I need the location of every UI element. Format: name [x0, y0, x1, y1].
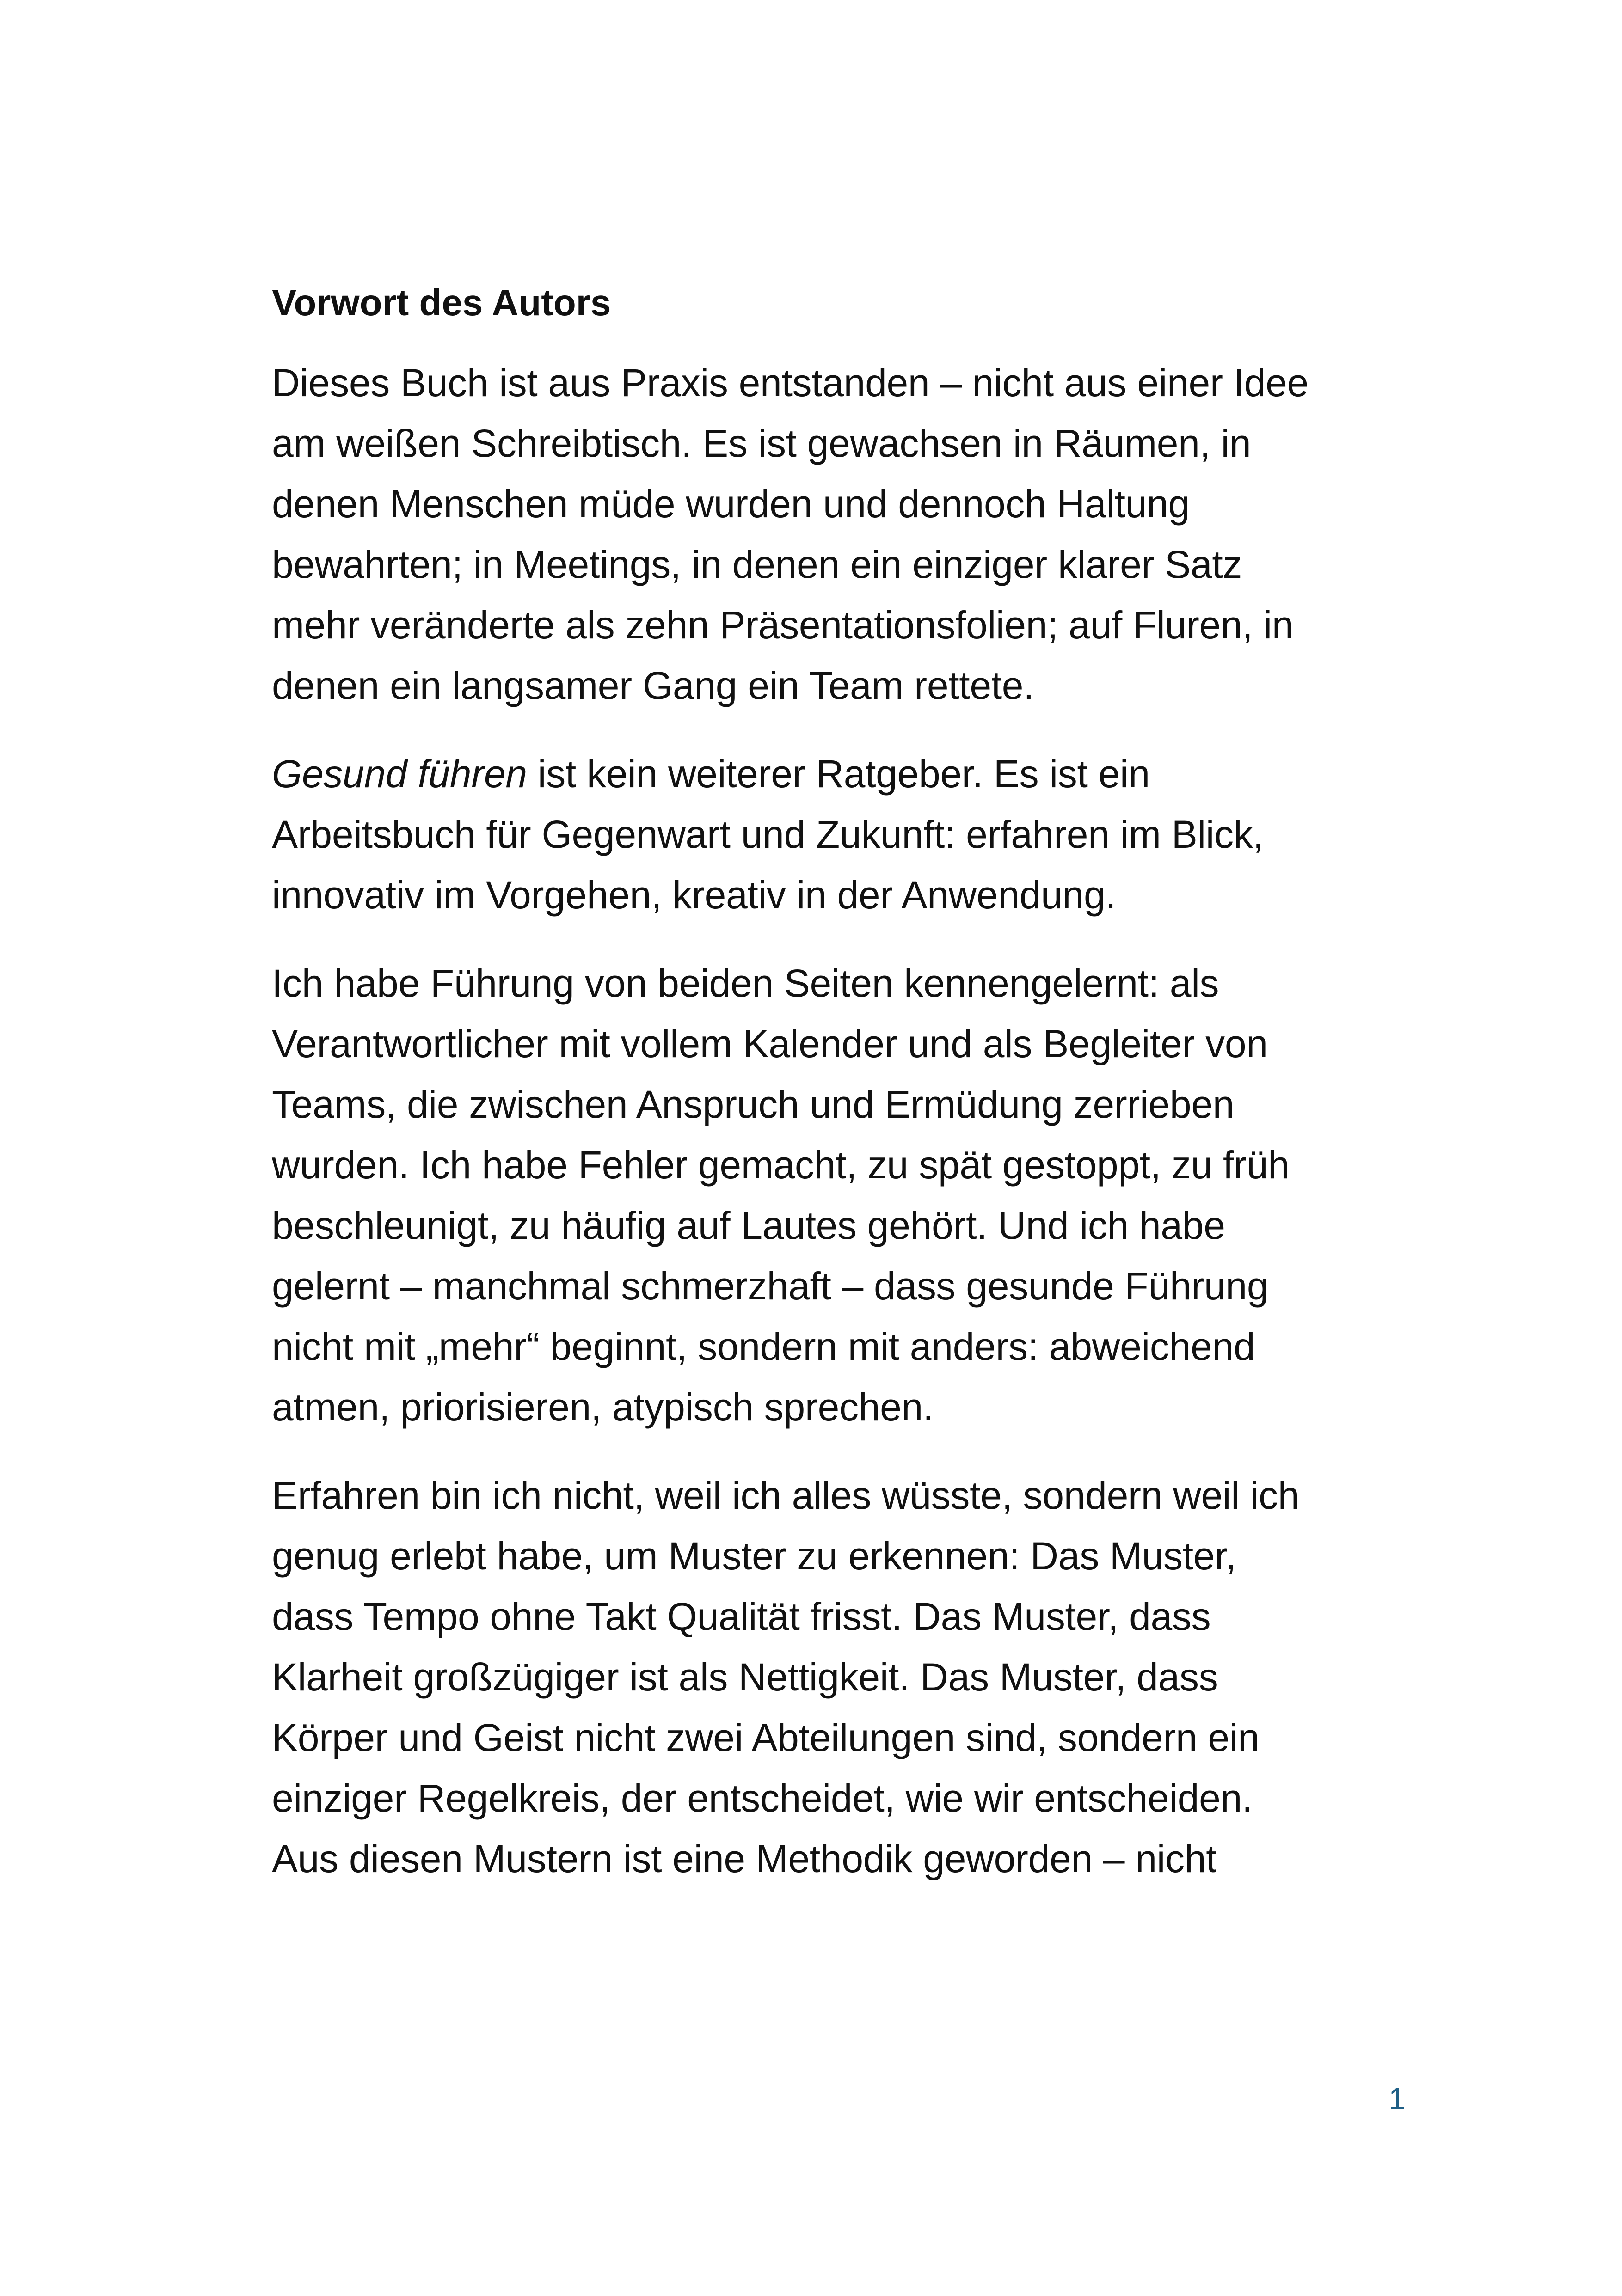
paragraph-line: denen ein langsamer Gang ein Team rettete.	[272, 664, 1034, 707]
paragraph-1	[272, 353, 1419, 716]
paragraph-line-rest: ist kein weiterer Ratgeber. Es ist ein	[527, 752, 1150, 796]
paragraph-line: dass Tempo ohne Takt Qualität frisst. Das Muster, dass	[272, 1595, 1211, 1638]
paragraph-line: genug erlebt habe, um Muster zu erkennen: Das Muster,	[272, 1534, 1236, 1578]
paragraph-4	[272, 1465, 1419, 1889]
paragraph-line: Klarheit großzügiger ist als Nettigkeit. Das Muster, dass	[272, 1655, 1218, 1699]
paragraph-line: nicht mit „mehr“ beginnt, sondern mit anders: abweichend	[272, 1325, 1255, 1368]
paragraph-2	[272, 744, 1419, 925]
paragraph-line: Ich habe Führung von beiden Seiten kennengelernt: als	[272, 961, 1219, 1005]
paragraph-line: Erfahren bin ich nicht, weil ich alles wüsste, sondern weil ich	[272, 1474, 1300, 1517]
paragraph-line: beschleunigt, zu häufig auf Lautes gehört. Und ich habe	[272, 1204, 1225, 1247]
paragraph-line: Teams, die zwischen Anspruch und Ermüdung zerrieben	[272, 1083, 1235, 1126]
paragraph-line: Arbeitsbuch für Gegenwart und Zukunft: erfahren im Blick,	[272, 813, 1264, 856]
paragraph-line	[272, 744, 1419, 804]
book-title-italic: Gesund führen	[272, 752, 527, 796]
paragraph-line: gelernt – manchmal schmerzhaft – dass gesunde Führung	[272, 1264, 1269, 1308]
paragraph-line: Körper und Geist nicht zwei Abteilungen sind, sondern ein	[272, 1716, 1260, 1759]
paragraph-line: innovativ im Vorgehen, kreativ in der Anwendung.	[272, 873, 1116, 917]
paragraph-line: einziger Regelkreis, der entscheidet, wie wir entscheiden.	[272, 1776, 1253, 1820]
paragraph-line: bewahrten; in Meetings, in denen ein einziger klarer Satz	[272, 543, 1242, 586]
section-heading: Vorwort des Autors	[272, 282, 611, 323]
page-number: 1	[1389, 2082, 1406, 2116]
paragraph-line: Dieses Buch ist aus Praxis entstanden – nicht aus einer Idee	[272, 361, 1309, 404]
paragraph-line: am weißen Schreibtisch. Es ist gewachsen in Räumen, in	[272, 422, 1251, 465]
paragraph-line: denen Menschen müde wurden und dennoch Haltung	[272, 482, 1190, 526]
paragraph-line: atmen, priorisieren, atypisch sprechen.	[272, 1385, 934, 1429]
page-content	[272, 280, 1419, 1917]
paragraph-line: Verantwortlicher mit vollem Kalender und als Begleiter von	[272, 1022, 1268, 1065]
paragraph-line: mehr veränderte als zehn Präsentationsfolien; auf Fluren, in	[272, 603, 1294, 647]
paragraph-3	[272, 953, 1419, 1438]
paragraph-line: wurden. Ich habe Fehler gemacht, zu spät gestoppt, zu früh	[272, 1143, 1290, 1187]
paragraph-line: Aus diesen Mustern ist eine Methodik geworden – nicht	[272, 1837, 1217, 1880]
